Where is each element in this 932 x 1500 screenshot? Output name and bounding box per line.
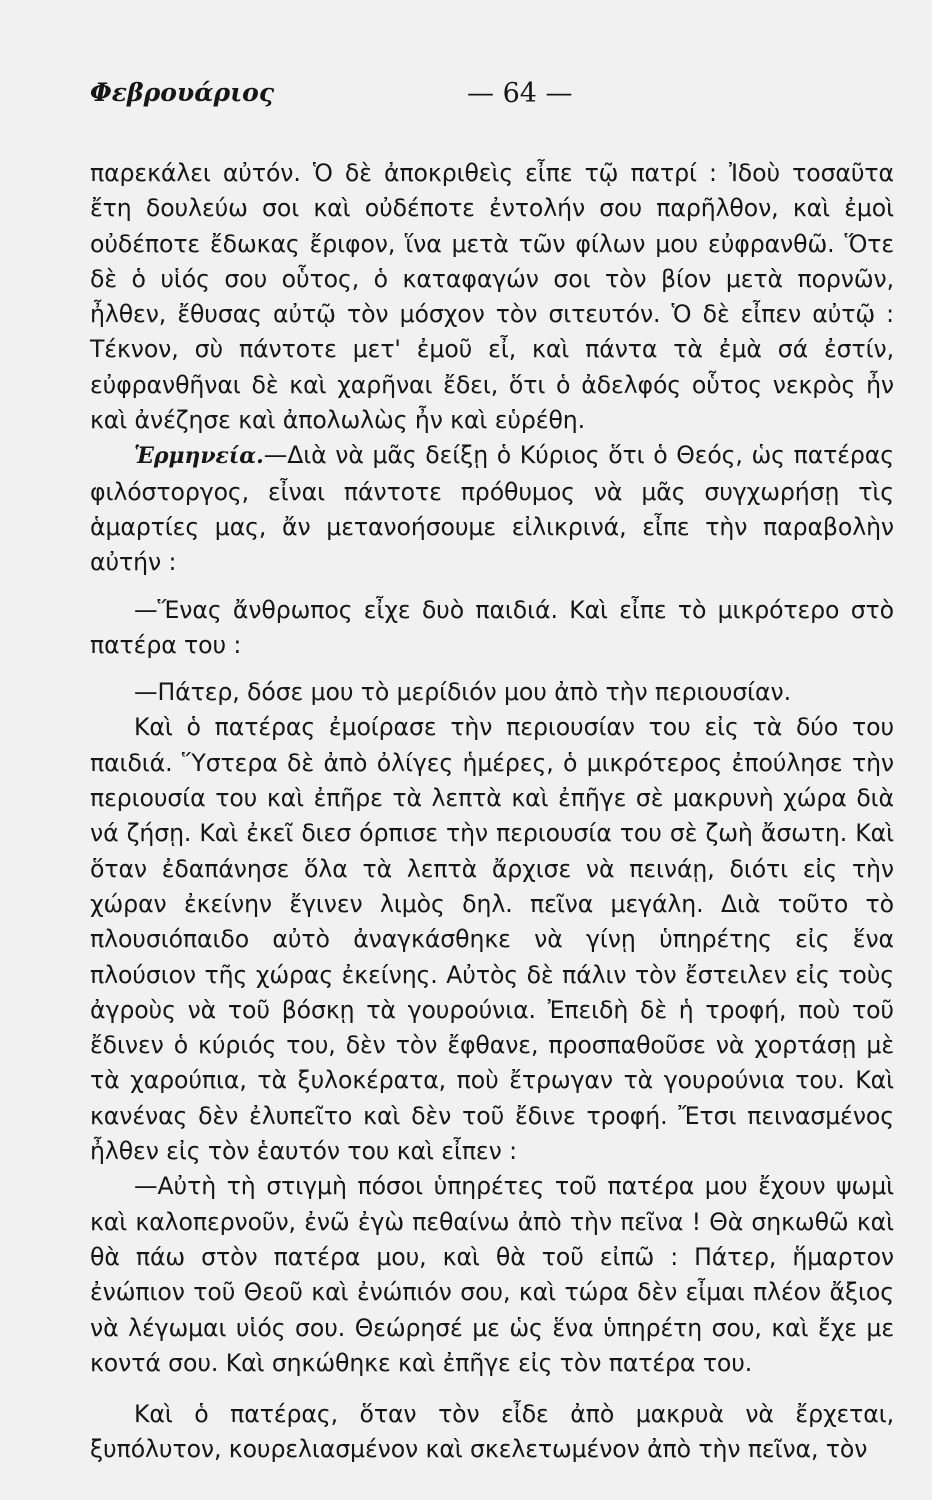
paragraph-6: —Αὐτὴ τὴ στιγμὴ πόσοι ὑπηρέτες τοῦ πατέρα μου ἔχουν ψωμὶ καὶ καλοπερνοῦν, ἐνῶ ἐγὼ πεθαίνω ἀπὸ τὴν πεῖνα ! Θὰ σηκωθῶ καὶ θὰ πάω στὸν πατέρα μου, καὶ θὰ τοῦ εἰπῶ : Πάτερ, ἥμαρτον ἐνώπιον τοῦ Θεοῦ καὶ ἐνώπιόν σου, καὶ τώρα δὲν εἶμαι πλέον ἄξιος νὰ λέγωμαι υἱός σου. Θεώρησέ με ὡς ἕνα ὑπηρέτη σου, καὶ ἔχε με κοντά σου. Καὶ σηκώθηκε καὶ ἐπῆγε εἰς τὸν πατέρα του.: [90, 1172, 894, 1377]
hermeneia-label: Ἑρμηνεία.: [134, 443, 264, 470]
page-header: [90, 70, 894, 112]
paragraph-5: Καὶ ὁ πατέρας ἐμοίρασε τὴν περιουσίαν του εἰς τὰ δύο του παιδιά. Ὕστερα δὲ ἀπὸ ὀλίγες ἡμέρες, ὁ μικρότερος ἐπούλησε τὴν περιουσία του καὶ ἐπῆρε τὰ λεπτὰ καὶ ἐπῆγε σὲ μακρυνὴ χώρα διὰ νά ζήσῃ. Καὶ ἐκεῖ διεσ όρπισε τὴν περιουσία του σὲ ζωὴ ἄσωτη. Καὶ ὅταν ἐδαπάνησε ὅλα τὰ λεπτὰ ἄρχισε νὰ πεινάῃ, διότι εἰς τὴν χώραν ἐκείνην ἔγινεν λιμὸς δηλ. πεῖνα μεγάλη. Διὰ τοῦτο τὸ πλουσιόπαιδο αὐτὸ ἀναγκάσθηκε νὰ γίνῃ ὑπηρέτης εἰς ἕνα πλούσιον τῆς χώρας ἐκείνης. Αὐτὸς δὲ πάλιν τὸν ἔστειλεν εἰς τοὺς ἀγροὺς νὰ τοῦ βόσκῃ τὰ γουρούνια. Ἐπειδὴ δὲ ἡ τροφή, ποὺ τοῦ ἔδινεν ὁ κύριός του, δὲν τὸν ἔφθανε, προσπαθοῦσε νὰ χορτάσῃ μὲ τὰ χαρούπια, τὰ ξυλοκέρατα, ποὺ ἔτρωγαν τὰ γουρούνια του. Καὶ κανένας δὲν ἐλυπεῖτο καὶ δὲν τοῦ ἔδινε τροφή. Ἔτσι πεινασμένος ἦλθεν εἰς τὸν ἑαυτόν του καὶ εἶπεν :: [90, 713, 894, 1166]
paragraph-2-text: —Διὰ νὰ μᾶς δείξῃ ὁ Κύριος ὅτι ὁ Θεός, ὡς πατέρας φιλόστοργος, εἶναι πάντοτε πρόθυμος νὰ μᾶς συγχωρήσῃ τὶς ἁμαρτίες μας, ἄν μετανοήσουμε εἰλικρινά, εἶπε τὴν παραβολὴν αὐτήν :: [90, 441, 894, 577]
page-number: — 64 —: [467, 78, 573, 109]
paragraph-4: —Πάτερ, δόσε μου τὸ μερίδιόν μου ἀπὸ τὴν περιουσίαν.: [134, 678, 791, 707]
paragraph-2: [90, 438, 894, 580]
running-title: Φεβρουάριος: [90, 78, 275, 107]
body-text: [90, 156, 894, 1468]
paragraph-3: —Ἕνας ἄνθρωπος εἶχε δυὸ παιδιά. Καὶ εἶπε τὸ μικρότερο στὸ πατέρα του :: [90, 595, 894, 659]
paragraph-1: παρεκάλει αὐτόν. Ὁ δὲ ἀποκριθεὶς εἶπε τῷ πατρί : Ἰδοὺ τοσαῦτα ἔτη δουλεύω σοι καὶ οὐδέποτε ἐντολήν σου παρῆλθον, καὶ ἐμοὶ οὐδέποτε ἔδωκας ἔριφον, ἵνα μετὰ τῶν φίλων μου εὐφρανθῶ. Ὅτε δὲ ὁ υἱός σου οὗτος, ὁ καταφαγών σοι τὸν βίον μετὰ πορνῶν, ἦλθεν, ἔθυσας αὐτῷ τὸν μόσχον τὸν σιτευτόν. Ὁ δὲ εἶπεν αὐτῷ : Τέκνον, σὺ πάντοτε μετ' ἐμοῦ εἶ, καὶ πάντα τὰ ἐμὰ σά ἐστίν, εὐφρανθῆναι δὲ καὶ χαρῆναι ἔδει, ὅτι ὁ ἀδελφός οὗτος νεκρὸς ἦν καὶ ἀνέζησε καὶ ἀπολωλὼς ἦν καὶ εὑρέθη.: [90, 159, 894, 435]
paragraph-7: Καὶ ὁ πατέρας, ὅταν τὸν εἶδε ἀπὸ μακρυὰ νὰ ἔρχεται, ξυπόλυτον, κουρελιασμένον καὶ σκελετωμένον ἀπὸ τὴν πεῖνα, τὸν: [90, 1400, 894, 1464]
